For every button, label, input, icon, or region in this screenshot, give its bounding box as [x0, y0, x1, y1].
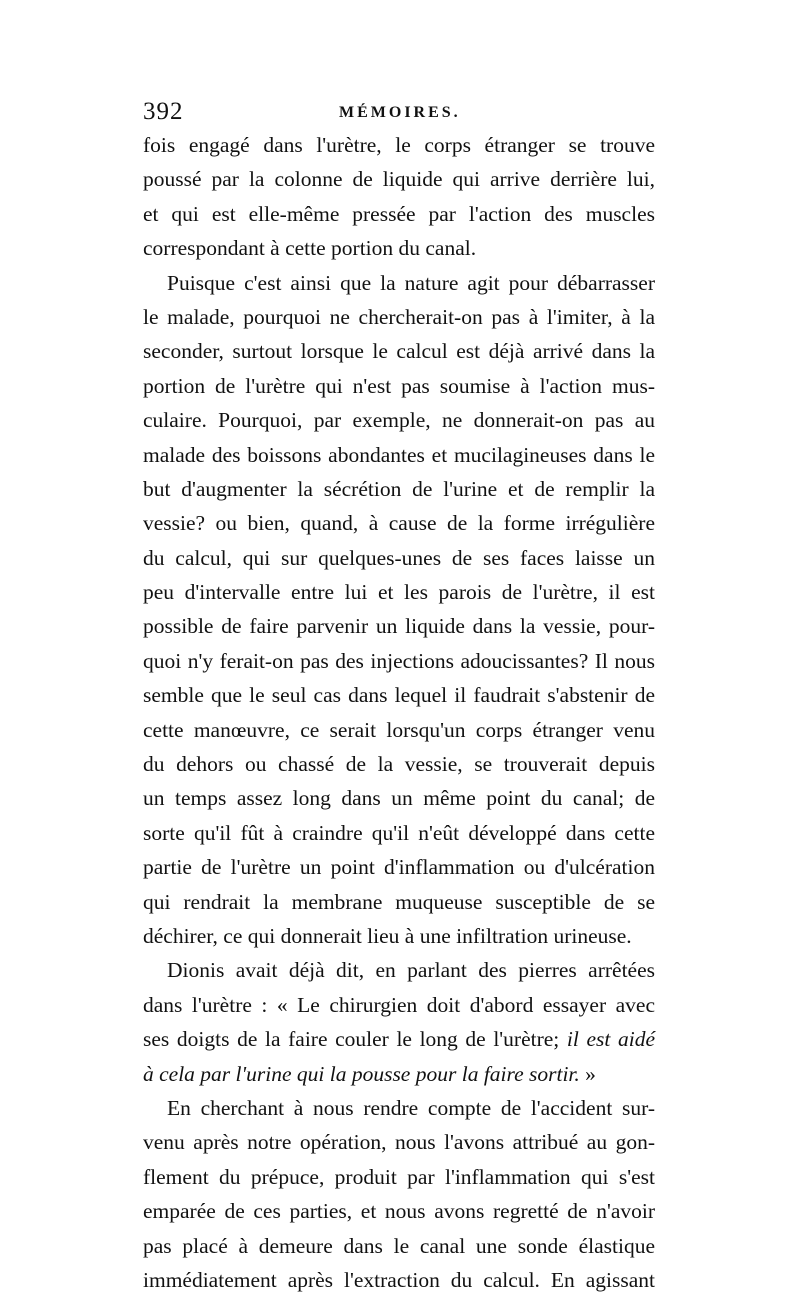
text-line: du dehors ou chassé de la vessie, se trouverait depuis	[143, 752, 655, 777]
text-line	[143, 1057, 655, 1091]
text-line: flement du prépuce, produit par l'inflammation qui s'est	[143, 1164, 655, 1189]
text-line: qui rendrait la membrane muqueuse susceptible de se	[143, 889, 655, 914]
text-line: immédiatement après l'extraction du calcul. En agissant	[143, 1267, 655, 1292]
text-line: pas placé à demeure dans le canal une sonde élastique	[143, 1233, 655, 1258]
text-line: correspondant à cette portion du canal.	[143, 236, 477, 261]
page-number: 392	[143, 98, 184, 125]
text-line: sorte qu'il fût à craindre qu'il n'eût développé dans cette	[143, 820, 655, 845]
text-line: possible de faire parvenir un liquide dans la vessie, pour-	[143, 614, 655, 639]
text-line	[143, 1022, 655, 1056]
text-line: culaire. Pourquoi, par exemple, ne donnerait-on pas au	[143, 408, 655, 433]
italic-quote: à cela par l'urine qui la pousse pour la faire sortir.	[143, 1061, 580, 1086]
text-line: cette manœuvre, ce serait lorsqu'un corps étranger venu	[143, 717, 655, 742]
text-line: quoi n'y ferait-on pas des injections adoucissantes? Il nous	[143, 648, 655, 673]
text-line: En cherchant à nous rendre compte de l'accident sur-	[167, 1095, 655, 1120]
italic-quote: il est aidé	[566, 1027, 656, 1052]
text-line: vessie? ou bien, quand, à cause de la forme irrégulière	[143, 511, 655, 536]
text-line: partie de l'urètre un point d'inflammation ou d'ulcération	[143, 855, 655, 880]
closing-guillemet: »	[585, 1061, 596, 1086]
text-line: un temps assez long dans un même point du canal; de	[143, 786, 655, 811]
text-line: et qui est elle-même pressée par l'action des muscles	[143, 201, 655, 226]
text-line: semble que le seul cas dans lequel il faudrait s'abstenir de	[143, 683, 655, 708]
text-line: but d'augmenter la sécrétion de l'urine et de remplir la	[143, 476, 655, 501]
text-line: Puisque c'est ainsi que la nature agit pour débarrasser	[167, 270, 655, 295]
text-line: Dionis avait déjà dit, en parlant des pierres arrêtées	[167, 958, 655, 983]
text-line: seconder, surtout lorsque le calcul est déjà arrivé dans la	[143, 339, 655, 364]
text-line: fois engagé dans l'urètre, le corps étranger se trouve	[143, 133, 655, 157]
text-line: venu après notre opération, nous l'avons attribué au gon-	[143, 1130, 655, 1155]
text-segment: ses doigts de la faire couler le long de l'urètre;	[143, 1027, 560, 1052]
text-line: dans l'urètre : « Le chirurgien doit d'abord essayer avec	[143, 992, 655, 1017]
text-line: emparée de ces parties, et nous avons regretté de n'avoir	[143, 1199, 655, 1224]
text-line: poussé par la colonne de liquide qui arrive derrière lui,	[143, 167, 655, 192]
text-line: le malade, pourquoi ne chercherait-on pas à l'imiter, à la	[143, 304, 655, 329]
text-line: déchirer, ce qui donnerait lieu à une infiltration urineuse.	[143, 923, 632, 948]
text-line: portion de l'urètre qui n'est pas soumise à l'action mus-	[143, 373, 655, 398]
text-line: du calcul, qui sur quelques-unes de ses faces laisse un	[143, 545, 655, 570]
running-head: MÉMOIRES.	[339, 104, 461, 121]
page-header	[143, 98, 655, 128]
text-line: malade des boissons abondantes et mucilagineuses dans le	[143, 442, 655, 467]
text-line: peu d'intervalle entre lui et les parois de l'urètre, il est	[143, 580, 655, 605]
body-text	[143, 128, 655, 1297]
